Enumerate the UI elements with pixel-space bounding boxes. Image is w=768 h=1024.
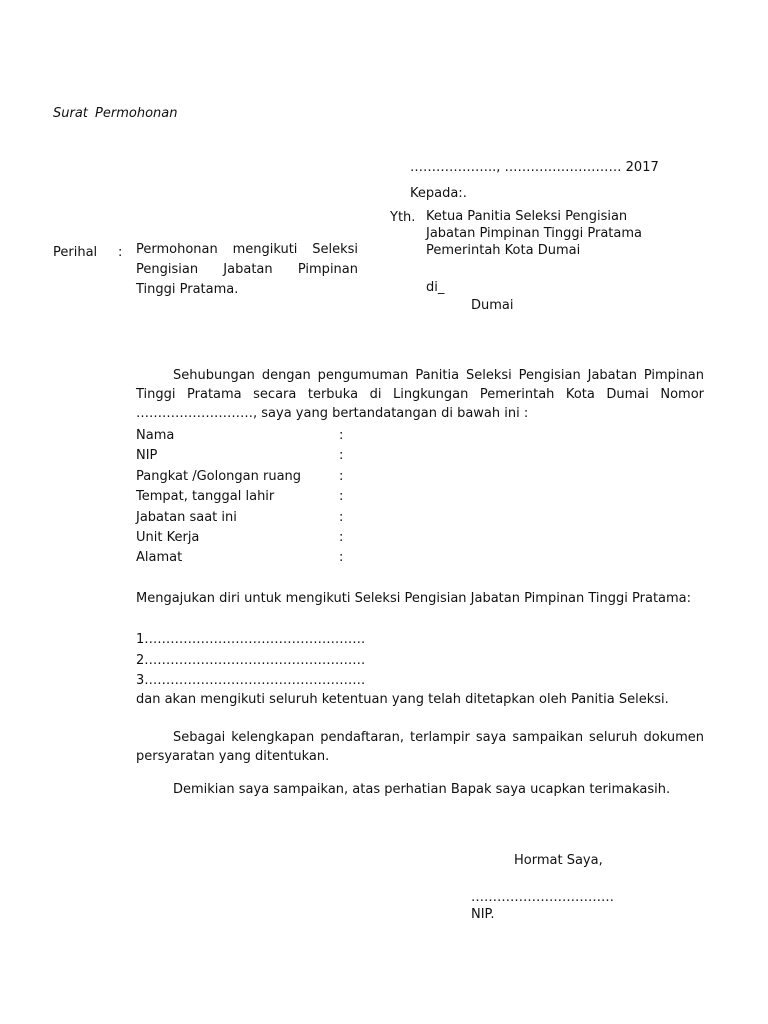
di-label: di_: [426, 280, 445, 295]
document-title: Surat Permohonan: [53, 106, 178, 121]
attachment-paragraph: Sebagai kelengkapan pendaftaran, terlampir saya sampaikan seluruh dokumen persyaratan yang ditentukan.: [136, 730, 704, 764]
field-colon: :: [339, 448, 344, 464]
closing-paragraph: Demikian saya sampaikan, atas perhatian Bapak saya ucapkan terimakasih.: [173, 782, 671, 797]
field-colon: :: [339, 509, 344, 525]
applicant-fields: [136, 426, 351, 569]
field-label: Pangkat /Golongan ruang: [136, 468, 302, 484]
field-row-jabatan: [136, 508, 351, 528]
kepada-label: Kepada:.: [410, 186, 467, 201]
addressee-line: Pemerintah Kota Dumai: [426, 243, 581, 258]
perihal-label: Perihal: [53, 245, 98, 260]
field-row-alamat: [136, 548, 351, 568]
apply-paragraph: Mengajukan diri untuk mengikuti Seleksi Pengisian Jabatan Pimpinan Tinggi Pratama:: [136, 591, 692, 606]
field-row-unit-kerja: [136, 528, 351, 548]
signature-line: ……………………………: [471, 890, 614, 905]
field-row-pangkat: [136, 467, 351, 487]
field-row-nip: [136, 446, 351, 466]
field-label: Unit Kerja: [136, 530, 200, 546]
city-name: Dumai: [471, 298, 514, 313]
hormat-label: Hormat Saya,: [514, 853, 603, 868]
choice-item: 1……………………………………………: [136, 632, 366, 647]
field-colon: :: [339, 489, 344, 505]
addressee-block: [426, 208, 642, 259]
perihal-colon: :: [118, 245, 123, 260]
field-label: Tempat, tanggal lahir: [136, 489, 275, 505]
yth-label: Yth.: [390, 210, 416, 225]
field-row-ttl: [136, 487, 351, 507]
field-label: Nama: [136, 428, 175, 443]
addressee-line: Ketua Panitia Seleksi Pengisian: [426, 209, 628, 224]
intro-paragraph: [136, 366, 704, 423]
date-line: ……………….., ……………………… 2017: [410, 160, 659, 175]
commitment-text: dan akan mengikuti seluruh ketentuan yang telah ditetapkan oleh Panitia Seleksi.: [136, 692, 669, 707]
addressee-line: Jabatan Pimpinan Tinggi Pratama: [426, 226, 642, 241]
field-row-nama: [136, 426, 351, 446]
field-colon: :: [339, 530, 344, 546]
choice-item: 2……………………………………………: [136, 652, 366, 668]
choice-item: 3……………………………………………: [136, 673, 366, 689]
signature-nip: NIP.: [471, 907, 495, 922]
field-label: Jabatan saat ini: [136, 509, 237, 525]
field-colon: :: [339, 468, 344, 484]
field-colon: :: [339, 550, 344, 566]
field-label: NIP: [136, 448, 158, 464]
choice-list: [136, 630, 365, 692]
field-colon: :: [339, 428, 344, 443]
perihal-subject: Permohonan mengikuti Seleksi Pengisian Jabatan Pimpinan Tinggi Pratama.: [136, 242, 358, 297]
field-label: Alamat: [136, 550, 183, 566]
intro-text: Sehubungan dengan pengumuman Panitia Seleksi Pengisian Jabatan Pimpinan Tinggi Pratama secara terbuka di Lingkungan Pemerintah Kota Dumai Nomor ………………………, saya yang bertandatangan di bawah ini :: [136, 368, 704, 421]
